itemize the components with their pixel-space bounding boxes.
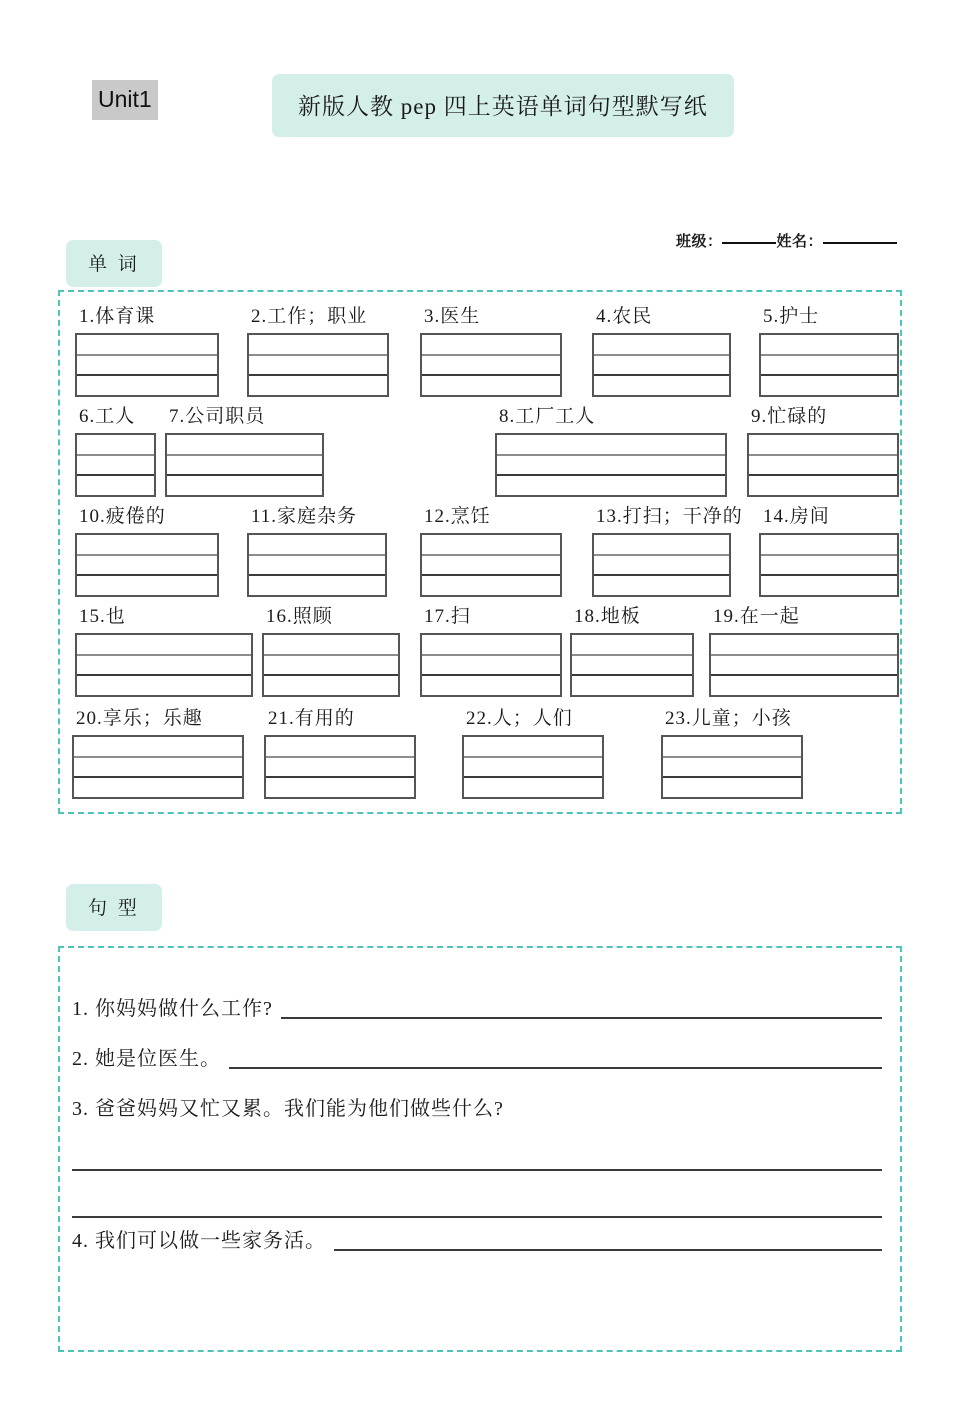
writing-lane[interactable] [422,335,560,356]
sentence-item [72,1226,882,1256]
writing-lane[interactable] [77,535,217,556]
writing-box[interactable] [661,735,803,799]
answer-rule[interactable] [72,1215,882,1218]
sentence-text: 1. 你妈妈做什么工作? [72,998,273,1020]
writing-lane[interactable] [77,635,251,656]
unit-badge: Unit1 [92,80,158,120]
writing-lane[interactable] [663,778,801,797]
writing-lane[interactable] [266,778,414,797]
word-item [661,706,803,799]
sentence-text: 2. 她是位医生。 [72,1048,221,1070]
word-item [495,404,727,497]
word-item [75,404,156,497]
page-title: 新版人教 pep 四上英语单词句型默写纸 [272,74,734,137]
word-label: 19.在一起 [713,606,800,627]
word-item [247,504,387,597]
word-label: 22.人；人们 [466,708,573,729]
word-item [709,604,899,697]
words-section-label: 单 词 [66,240,162,287]
writing-box[interactable] [165,433,324,497]
word-item [462,706,604,799]
writing-lane[interactable] [422,656,560,677]
writing-lane[interactable] [594,356,729,377]
word-label: 1.体育课 [79,306,156,327]
answer-rule[interactable] [72,1168,882,1171]
writing-lane[interactable] [422,576,560,595]
word-row [60,706,900,806]
writing-box[interactable] [75,433,156,497]
writing-box[interactable] [759,333,899,397]
sentence-text: 4. 我们可以做一些家务活。 [72,1230,326,1252]
writing-box[interactable] [420,333,562,397]
word-label: 10.疲倦的 [79,506,166,527]
writing-lane[interactable] [77,556,217,577]
writing-lane[interactable] [77,576,217,595]
writing-lane[interactable] [77,476,154,495]
writing-box[interactable] [495,433,727,497]
answer-rule[interactable] [281,1016,882,1019]
writing-lane[interactable] [761,576,897,595]
writing-lane[interactable] [167,476,322,495]
sentences-list [72,994,882,1276]
word-item [420,504,562,597]
word-label: 14.房间 [763,506,830,527]
writing-lane[interactable] [422,535,560,556]
writing-lane[interactable] [761,535,897,556]
writing-lane[interactable] [572,635,692,656]
writing-lane[interactable] [464,758,602,779]
sentence-item [72,994,882,1024]
word-item [570,604,694,697]
writing-lane[interactable] [249,535,385,556]
writing-lane[interactable] [572,676,692,695]
writing-lane[interactable] [167,456,322,477]
word-row [60,304,900,404]
writing-lane[interactable] [422,356,560,377]
name-blank[interactable] [823,242,897,244]
writing-lane[interactable] [749,456,897,477]
word-label: 15.也 [79,606,126,627]
word-label: 6.工人 [79,406,136,427]
writing-lane[interactable] [663,758,801,779]
writing-lane[interactable] [74,778,242,797]
writing-lane[interactable] [74,737,242,758]
word-item [592,304,731,397]
writing-lane[interactable] [77,456,154,477]
class-label: 班级： [675,234,723,250]
words-panel [58,290,902,814]
writing-lane[interactable] [249,376,387,395]
writing-lane[interactable] [761,356,897,377]
writing-lane[interactable] [711,635,897,656]
word-item [262,604,400,697]
writing-lane[interactable] [761,376,897,395]
writing-lane[interactable] [749,435,897,456]
word-item [75,304,219,397]
writing-lane[interactable] [594,556,729,577]
writing-lane[interactable] [663,737,801,758]
writing-lane[interactable] [711,676,897,695]
writing-lane[interactable] [422,676,560,695]
word-label: 7.公司职员 [169,406,266,427]
word-item [72,706,244,799]
word-label: 11.家庭杂务 [251,506,358,527]
word-label: 16.照顾 [266,606,333,627]
writing-lane[interactable] [264,656,398,677]
writing-lane[interactable] [249,335,387,356]
writing-box[interactable] [264,735,416,799]
writing-lane[interactable] [77,376,217,395]
writing-lane[interactable] [264,676,398,695]
word-item [264,706,416,799]
sentences-section-label-wrap [66,884,162,931]
writing-lane[interactable] [77,335,217,356]
writing-lane[interactable] [264,635,398,656]
writing-box[interactable] [759,533,899,597]
writing-lane[interactable] [594,376,729,395]
word-item [759,304,899,397]
word-row [60,504,900,604]
writing-lane[interactable] [761,556,897,577]
writing-lane[interactable] [74,758,242,779]
writing-box[interactable] [462,735,604,799]
word-row [60,604,900,704]
writing-lane[interactable] [497,476,725,495]
writing-lane[interactable] [594,576,729,595]
word-item [420,304,562,397]
word-item [75,504,219,597]
writing-lane[interactable] [497,435,725,456]
writing-box[interactable] [75,533,219,597]
class-blank[interactable] [722,242,776,244]
writing-lane[interactable] [249,576,385,595]
writing-lane[interactable] [497,456,725,477]
word-label: 8.工厂工人 [499,406,596,427]
writing-box[interactable] [570,633,694,697]
writing-lane[interactable] [422,556,560,577]
word-item [747,404,899,497]
writing-lane[interactable] [464,737,602,758]
word-label: 17.扫 [424,606,471,627]
word-row [60,404,900,504]
writing-box[interactable] [709,633,899,697]
student-info-field [676,230,897,251]
writing-lane[interactable] [572,656,692,677]
sentences-section-label: 句 型 [66,884,162,931]
writing-lane[interactable] [761,335,897,356]
sentence-item [72,1044,882,1074]
writing-lane[interactable] [266,737,414,758]
name-label: 姓名： [776,234,823,250]
word-item [75,604,253,697]
writing-box[interactable] [75,633,253,697]
word-label: 13.打扫；干净的 [596,506,743,527]
word-label: 12.烹饪 [424,506,491,527]
word-item [759,504,899,597]
word-item [247,304,389,397]
writing-box[interactable] [72,735,244,799]
page-header [0,62,960,158]
writing-box[interactable] [592,533,731,597]
writing-box[interactable] [75,333,219,397]
word-label: 9.忙碌的 [751,406,828,427]
writing-box[interactable] [592,333,731,397]
writing-lane[interactable] [464,778,602,797]
word-item [420,604,562,697]
writing-lane[interactable] [422,376,560,395]
writing-lane[interactable] [749,476,897,495]
writing-lane[interactable] [77,656,251,677]
word-label: 21.有用的 [268,708,355,729]
writing-box[interactable] [420,633,562,697]
writing-box[interactable] [247,533,387,597]
writing-lane[interactable] [77,435,154,456]
writing-lane[interactable] [266,758,414,779]
writing-box[interactable] [247,333,389,397]
writing-box[interactable] [747,433,899,497]
word-item [592,504,743,597]
writing-lane[interactable] [77,356,217,377]
sentence-item [72,1094,882,1218]
word-label: 3.医生 [424,306,481,327]
writing-lane[interactable] [711,656,897,677]
word-item [165,404,324,497]
writing-box[interactable] [262,633,400,697]
words-section-label-wrap [66,240,162,287]
sentence-text: 3. 爸爸妈妈又忙又累。我们能为他们做些什么? [72,1098,504,1120]
word-label: 4.农民 [596,306,653,327]
answer-rule[interactable] [334,1248,882,1251]
writing-lane[interactable] [249,556,385,577]
word-label: 5.护士 [763,306,820,327]
word-label: 2.工作；职业 [251,306,368,327]
word-label: 20.享乐；乐趣 [76,708,203,729]
word-label: 23.儿童；小孩 [665,708,792,729]
writing-lane[interactable] [249,356,387,377]
writing-lane[interactable] [594,335,729,356]
writing-box[interactable] [420,533,562,597]
writing-lane[interactable] [167,435,322,456]
answer-rule[interactable] [229,1066,882,1069]
writing-lane[interactable] [77,676,251,695]
writing-lane[interactable] [594,535,729,556]
word-label: 18.地板 [574,606,641,627]
writing-lane[interactable] [422,635,560,656]
